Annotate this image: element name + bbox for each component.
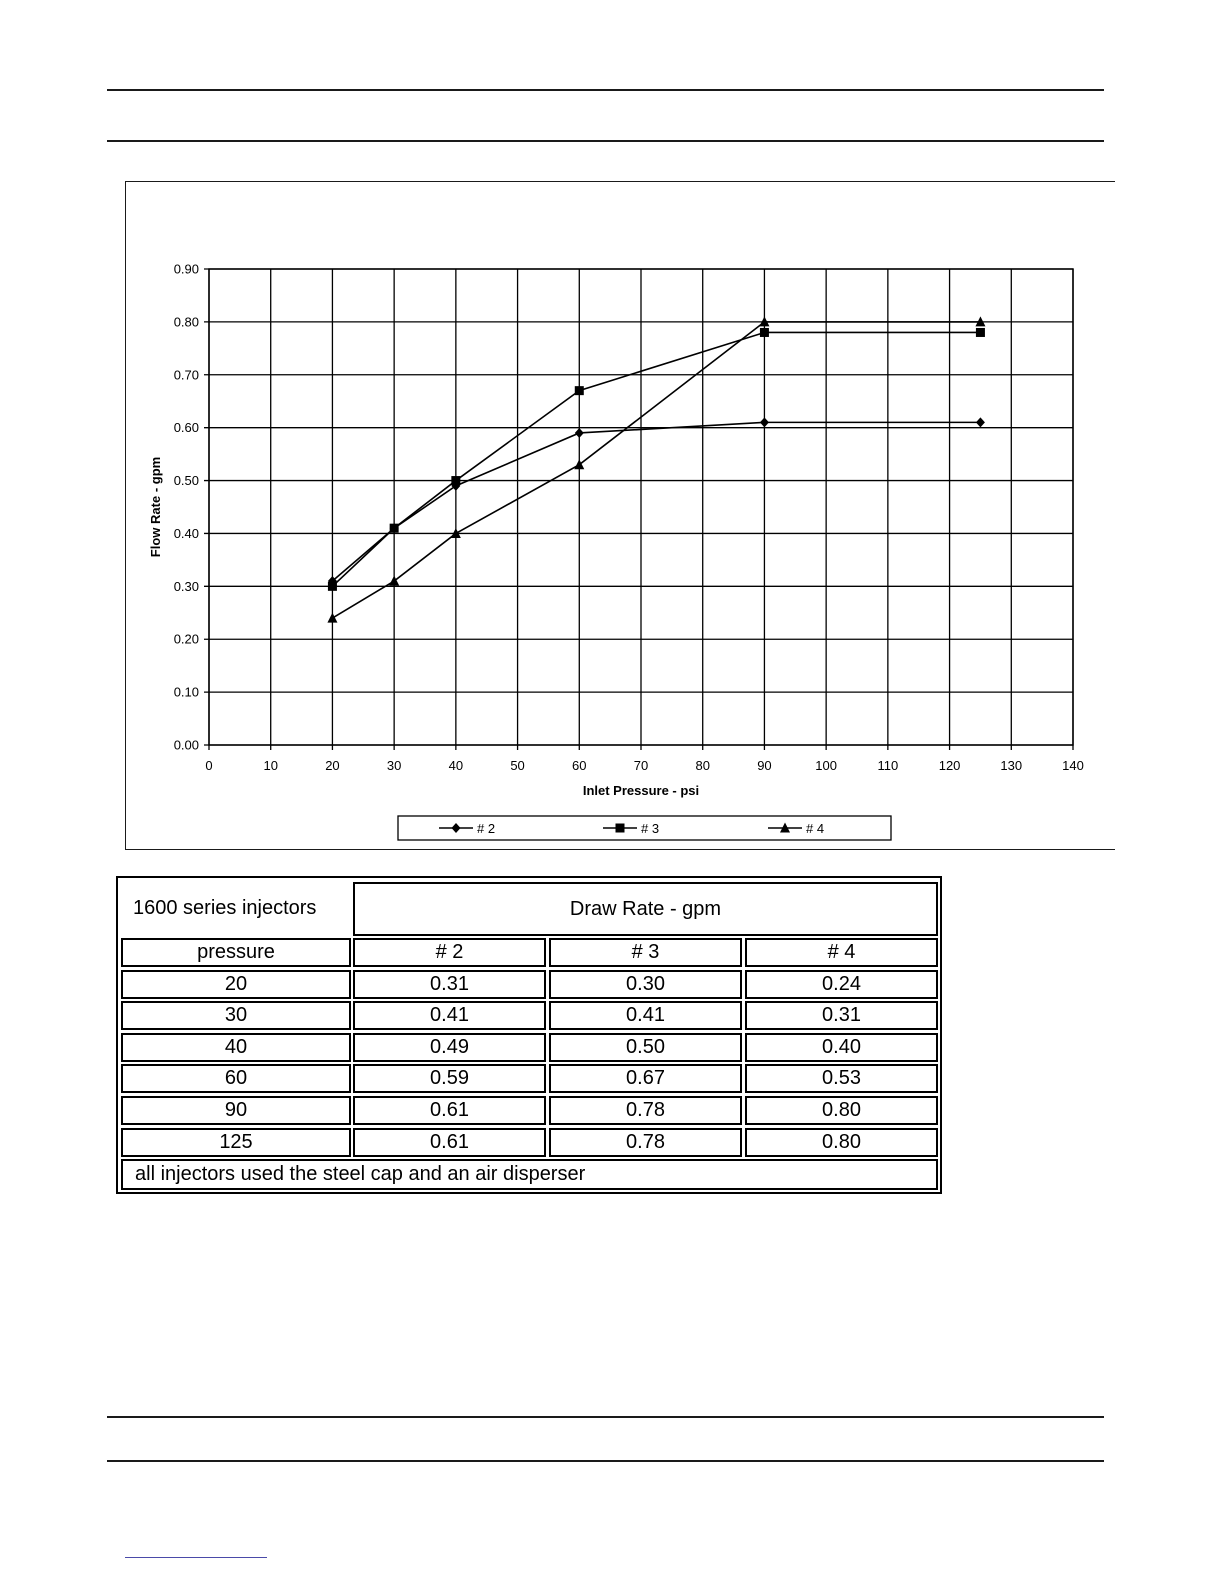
y-axis-label: Flow Rate - gpm [148, 456, 163, 558]
bottom-rule-2 [107, 1460, 1104, 1462]
y-tick-label: 0.10 [173, 684, 199, 700]
y-tick-label: 0.20 [173, 631, 199, 647]
series-layer [327, 316, 985, 622]
table-cell: 0.80 [745, 1096, 938, 1125]
data-point [575, 428, 584, 438]
table-note: all injectors used the steel cap and an air disperser [121, 1159, 938, 1190]
table-cell: 0.61 [353, 1096, 546, 1125]
table-cell: 0.49 [353, 1033, 546, 1062]
x-tick-label: 40 [448, 758, 464, 773]
table-cell: 125 [121, 1128, 351, 1157]
legend-marker [616, 824, 625, 833]
grid [204, 269, 1073, 750]
series-4 [327, 316, 985, 622]
x-tick-label: 60 [572, 758, 587, 773]
x-tick-label: 140 [1062, 758, 1084, 773]
table-column-header: # 4 [745, 938, 938, 967]
x-tick-label: 120 [938, 758, 961, 773]
table-cell: 0.24 [745, 970, 938, 999]
x-tick-label: 110 [877, 758, 899, 773]
x-axis-label: Inlet Pressure - psi [582, 783, 700, 798]
x-tick-label: 20 [325, 758, 340, 773]
table-cell: 0.67 [549, 1064, 742, 1093]
y-tick-label: 0.90 [173, 261, 199, 277]
top-rule-2 [107, 140, 1104, 142]
data-point [328, 582, 337, 591]
data-point [575, 386, 584, 395]
x-tick-label: 50 [510, 758, 525, 773]
data-point [390, 524, 399, 533]
table-cell: 0.78 [549, 1128, 742, 1157]
data-point [976, 417, 985, 427]
table-group-header: Draw Rate - gpm [353, 882, 938, 936]
series-line [332, 332, 980, 586]
table-cell: 0.31 [353, 970, 546, 999]
y-tick-label: 0.80 [173, 314, 199, 330]
data-table [116, 876, 942, 1194]
axis-ticks [174, 262, 1084, 774]
table-cell: 0.40 [745, 1033, 938, 1062]
y-tick-label: 0.00 [173, 737, 199, 753]
legend-label: # 3 [641, 821, 660, 836]
table-cell: 0.53 [745, 1064, 938, 1093]
top-rule-1 [107, 89, 1104, 91]
table-cell: 0.61 [353, 1128, 546, 1157]
table-cell: 40 [121, 1033, 351, 1062]
legend [398, 816, 891, 840]
table-cell: 0.59 [353, 1064, 546, 1093]
table-column-header: # 3 [549, 938, 742, 967]
table-cell: 90 [121, 1096, 351, 1125]
data-point [976, 328, 985, 337]
data-point [389, 576, 399, 586]
data-point [760, 328, 769, 337]
table-cell: 0.80 [745, 1128, 938, 1157]
table-cell: 0.78 [549, 1096, 742, 1125]
table-cell: 0.41 [353, 1001, 546, 1030]
x-tick-label: 70 [633, 758, 649, 773]
table-cell: 0.50 [549, 1033, 742, 1062]
table-label: 1600 series injectors [133, 896, 317, 919]
series-3 [328, 328, 985, 591]
table-cell: 0.31 [745, 1001, 938, 1030]
table-cell: 0.41 [549, 1001, 742, 1030]
y-tick-label: 0.30 [173, 578, 199, 594]
data-point [451, 476, 460, 485]
table-cell: 60 [121, 1064, 351, 1093]
y-tick-label: 0.60 [173, 420, 199, 436]
data-point [327, 613, 337, 623]
footer-underline [125, 1557, 267, 1558]
table-column-header: pressure [121, 938, 351, 967]
series-2 [328, 417, 985, 586]
table-cell: 0.30 [549, 970, 742, 999]
legend-label: # 2 [477, 821, 496, 836]
legend-label: # 4 [806, 821, 825, 836]
y-tick-label: 0.40 [173, 525, 199, 541]
x-tick-label: 80 [695, 758, 710, 773]
data-point [574, 459, 584, 469]
table-cell: 30 [121, 1001, 351, 1030]
x-tick-label: 0 [205, 758, 213, 773]
table-cell: 20 [121, 970, 351, 999]
table-column-header: # 2 [353, 938, 546, 967]
x-tick-label: 10 [263, 758, 278, 773]
x-tick-label: 130 [1000, 758, 1023, 773]
data-point [760, 417, 769, 427]
flow-rate-chart [126, 182, 1116, 851]
bottom-rule-1 [107, 1416, 1104, 1418]
x-tick-label: 90 [757, 758, 772, 773]
chart-frame [125, 181, 1115, 850]
x-tick-label: 30 [386, 758, 402, 773]
x-tick-label: 100 [815, 758, 837, 773]
y-tick-label: 0.70 [173, 367, 199, 383]
y-tick-label: 0.50 [173, 473, 199, 489]
